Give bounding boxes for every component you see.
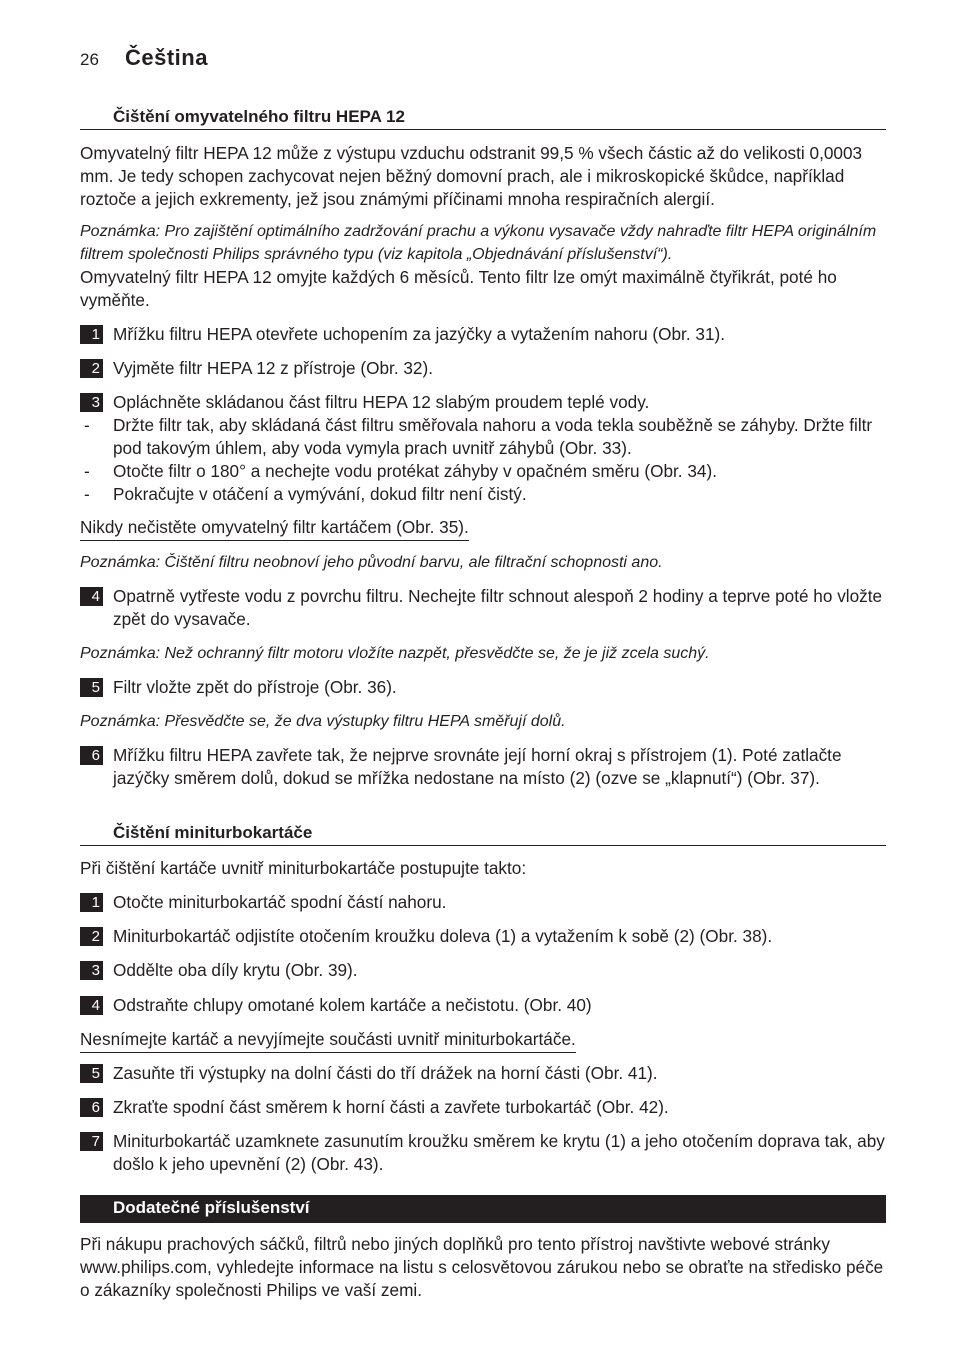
bullet-text: Otočte filtr o 180° a nechejte vodu protékat záhyby v opačném směru (Obr. 34). bbox=[113, 461, 717, 481]
step-text: Vyjměte filtr HEPA 12 z přístroje (Obr. 32). bbox=[113, 358, 433, 378]
step-text: Zasuňte tři výstupky na dolní části do tří drážek na horní části (Obr. 41). bbox=[113, 1063, 658, 1083]
note-text: Přesvědčte se, že dva výstupky filtru HEPA směřují dolů. bbox=[160, 713, 566, 730]
note-label: Poznámka: bbox=[80, 645, 161, 662]
hepa-intro: Omyvatelný filtr HEPA 12 může z výstupu vzduchu odstranit 99,5 % všech částic až do velikosti 0,0003 mm. Je tedy schopen zachycovat nejen běžný domovní prach, ale i mikroskopické škůdce, například roztoče a jejich exkrementy, jež jsou známými příčinami mnoha respiračních alergií. bbox=[80, 143, 863, 209]
step-text: Opláchněte skládanou část filtru HEPA 12 slabým proudem teplé vody. bbox=[113, 392, 650, 412]
step-number: 4 bbox=[80, 996, 103, 1015]
step-text: Miniturbokartáč uzamknete zasunutím kroužku směrem ke krytu (1) a jeho otočením doprava tak, aby došlo k jeho upevnění (2) (Obr. 43). bbox=[113, 1131, 885, 1174]
note-label: Poznámka: bbox=[80, 554, 161, 571]
step-number: 5 bbox=[80, 678, 103, 697]
note-color bbox=[80, 551, 890, 574]
step-text: Filtr vložte zpět do přístroje (Obr. 36). bbox=[113, 677, 397, 697]
step-text: Zkraťte spodní část směrem k horní části a zavřete turbokartáč (Obr. 42). bbox=[113, 1097, 669, 1117]
section-title-text: Čištění miniturbokartáče bbox=[113, 823, 313, 842]
step-number: 2 bbox=[80, 359, 103, 378]
note-text: Pro zajištění optimálního zadržování prachu a výkonu vysavače vždy nahraďte filtr HEPA originálním filtrem společnosti Philips správného typu (viz kapitola „Objednávání příslušenství“). bbox=[80, 223, 877, 263]
step-text: Opatrně vytřeste vodu z povrchu filtru. Nechejte filtr schnout alespoň 2 hodiny a teprve poté ho vložte zpět do vysavače. bbox=[113, 586, 883, 629]
bullet-dash: - bbox=[84, 461, 90, 481]
note-hepa-replacement bbox=[80, 220, 890, 266]
section-title-turbo bbox=[80, 822, 886, 846]
step-number: 3 bbox=[80, 961, 103, 980]
step-text: Mřížku filtru HEPA otevřete uchopením za jazýčky a vytažením nahoru (Obr. 31). bbox=[113, 324, 726, 344]
bullet-dash: - bbox=[84, 415, 90, 435]
step-number: 1 bbox=[80, 893, 103, 912]
step-number: 1 bbox=[80, 325, 103, 344]
warning-no-brush: Nikdy nečistěte omyvatelný filtr kartáčem (Obr. 35). bbox=[80, 516, 469, 541]
step-text: Mřížku filtru HEPA zavřete tak, že nejprve srovnáte její horní okraj s přístrojem (1). Poté zatlačte jazýčky směrem dolů, dokud se mřížka nedostane na místo (2) (ozve se „klapnutí“) (Obr. 37). bbox=[113, 745, 842, 788]
section-title-hepa bbox=[80, 106, 886, 130]
step-number: 6 bbox=[80, 746, 103, 765]
note-dry bbox=[80, 642, 890, 665]
note-label: Poznámka: bbox=[80, 223, 161, 240]
step-text: Oddělte oba díly krytu (Obr. 39). bbox=[113, 960, 358, 980]
section-title-text: Dodatečné příslušenství bbox=[113, 1198, 310, 1217]
section-title-text: Čištění omyvatelného filtru HEPA 12 bbox=[113, 107, 405, 126]
step-number: 7 bbox=[80, 1132, 103, 1151]
page-number: 26 bbox=[80, 50, 99, 69]
step-text: Odstraňte chlupy omotané kolem kartáče a nečistotu. (Obr. 40) bbox=[113, 995, 592, 1015]
note-text: Než ochranný filtr motoru vložíte nazpět, přesvědčte se, že je již zcela suchý. bbox=[160, 645, 710, 662]
step-number: 4 bbox=[80, 587, 103, 606]
bullet-text: Držte filtr tak, aby skládaná část filtru směřovala nahoru a voda tekla souběžně se záhyby. Držte filtr pod takovým úhlem, aby voda vymyla prach uvnitř záhybů (Obr. 33). bbox=[113, 415, 873, 458]
bullet-text: Pokračujte v otáčení a vymývání, dokud filtr není čistý. bbox=[113, 484, 527, 504]
language-heading: Čeština bbox=[125, 45, 208, 70]
step-number: 5 bbox=[80, 1064, 103, 1083]
note-label: Poznámka: bbox=[80, 713, 161, 730]
step-number: 2 bbox=[80, 927, 103, 946]
section-title-accessories bbox=[80, 1195, 886, 1223]
accessories-text: Při nákupu prachových sáčků, filtrů nebo jiných doplňků pro tento přístroj navštivte webové stránky www.philips.com, vyhledejte informace na listu s celosvětovou zárukou nebo se obraťte na středisko péče o zákazníky společnosti Philips ve vaší zemi. bbox=[80, 1234, 884, 1300]
hepa-wash-interval: Omyvatelný filtr HEPA 12 omyjte každých 6 měsíců. Tento filtr lze omýt maximálně čtyřikrát, poté ho vyměňte. bbox=[80, 267, 837, 310]
step-text: Miniturbokartáč odjistíte otočením kroužku doleva (1) a vytažením k sobě (2) (Obr. 38). bbox=[113, 926, 773, 946]
step-number: 3 bbox=[80, 393, 103, 412]
note-text: Čištění filtru neobnoví jeho původní barvu, ale filtrační schopnosti ano. bbox=[160, 554, 663, 571]
note-tabs bbox=[80, 710, 890, 733]
turbo-intro: Při čištění kartáče uvnitř miniturbokartáče postupujte takto: bbox=[80, 858, 527, 878]
step-number: 6 bbox=[80, 1098, 103, 1117]
bullet-dash: - bbox=[84, 484, 90, 504]
warning-turbo: Nesnímejte kartáč a nevyjímejte součásti uvnitř miniturbokartáče. bbox=[80, 1028, 576, 1053]
step-text: Otočte miniturbokartáč spodní částí nahoru. bbox=[113, 892, 447, 912]
